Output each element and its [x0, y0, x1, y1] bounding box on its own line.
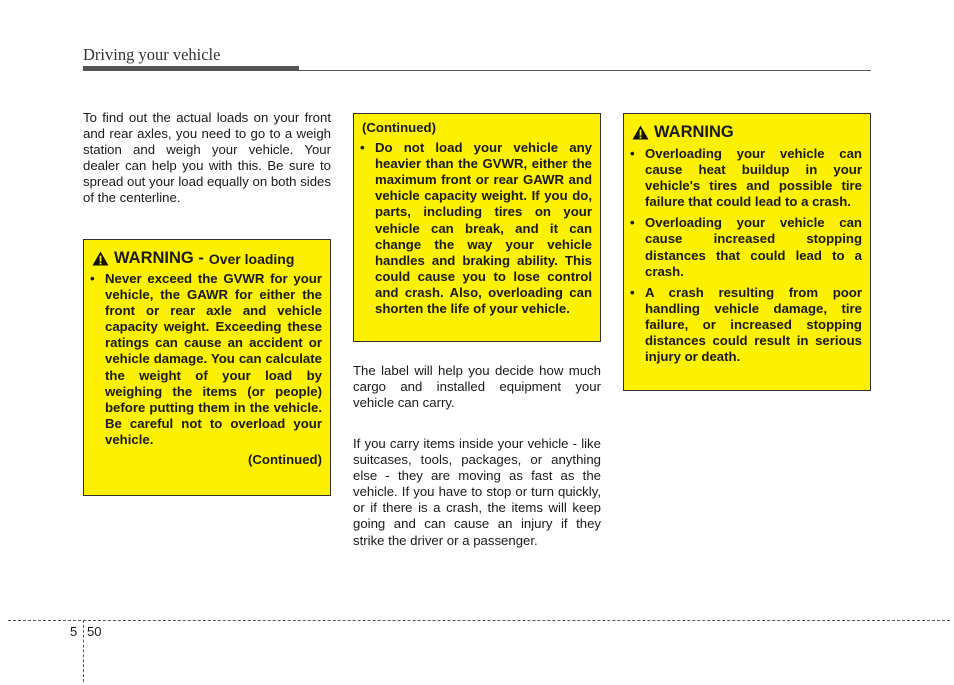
section-title: Driving your vehicle [83, 45, 221, 64]
warning-title: WARNING - [114, 249, 204, 267]
footer-rule [8, 620, 950, 621]
warning-bullet: • Overloading your vehicle can cause increased stopping distances that could lead to a crash. [624, 215, 862, 279]
warning-heading [624, 123, 862, 142]
overloading-warning-box [83, 239, 331, 496]
page-number: 50 [87, 624, 102, 639]
warning-bullet: • A crash resulting from poor handling vehicle damage, tire failure, or increased stopping distances could result in serious injury or death. [624, 285, 862, 365]
continued-label: (Continued) [248, 452, 322, 468]
continued-warning-box [353, 113, 601, 342]
warning-bullet: • Overloading your vehicle can cause heat buildup in your vehicle's tires and possible tire failure that could lead to a crash. [624, 146, 862, 210]
warning-subtitle: Over loading [208, 250, 295, 267]
warning-list [354, 140, 592, 317]
warning-bullet: • Never exceed the GVWR for your vehicle, the GAWR for either the front or rear axle and vehicle capacity weight. Exceeding these ratings can cause an accident or vehicle damage. You can calculate the weight of your load by weighing the items (or people) before putting them in the vehicle. Be careful not to overload your vehicle. [84, 271, 322, 448]
axle-load-paragraph: To find out the actual loads on your front and rear axles, you need to go to a weigh station and weigh your vehicle. Your dealer can help you with this. Be sure to spread out your load equally on both sides of the centerline. [83, 110, 331, 206]
warning-title: WARNING [654, 123, 734, 141]
warning-triangle-icon [632, 125, 649, 140]
label-paragraph: The label will help you decide how much cargo and installed equipment your vehicle can carry. [353, 363, 601, 411]
warning-list [84, 271, 322, 448]
footer-divider [83, 620, 84, 682]
warning-bullet: • Do not load your vehicle any heavier than the GVWR, either the maximum front or rear GAWR and vehicle capacity weight. If you do, parts, including tires on your vehicle can break, and it can change the way your vehicle handles and braking ability. This could cause you to lose control and crash. Also, overloading can shorten the life of your vehicle. [354, 140, 592, 317]
warning-heading [84, 249, 322, 268]
header-rule [83, 70, 871, 71]
warning-list [624, 146, 862, 365]
section-number: 5 [70, 624, 78, 639]
cargo-paragraph: If you carry items inside your vehicle - like suitcases, tools, packages, or anything else - they are moving as fast as the vehicle. If you have to stop or turn quickly, or if there is a crash, the items will keep going and can cause an injury if they strike the driver or a passenger. [353, 436, 601, 548]
continued-label: (Continued) [362, 120, 436, 135]
overloading-warning-box-2 [623, 113, 871, 391]
warning-triangle-icon [92, 251, 109, 266]
